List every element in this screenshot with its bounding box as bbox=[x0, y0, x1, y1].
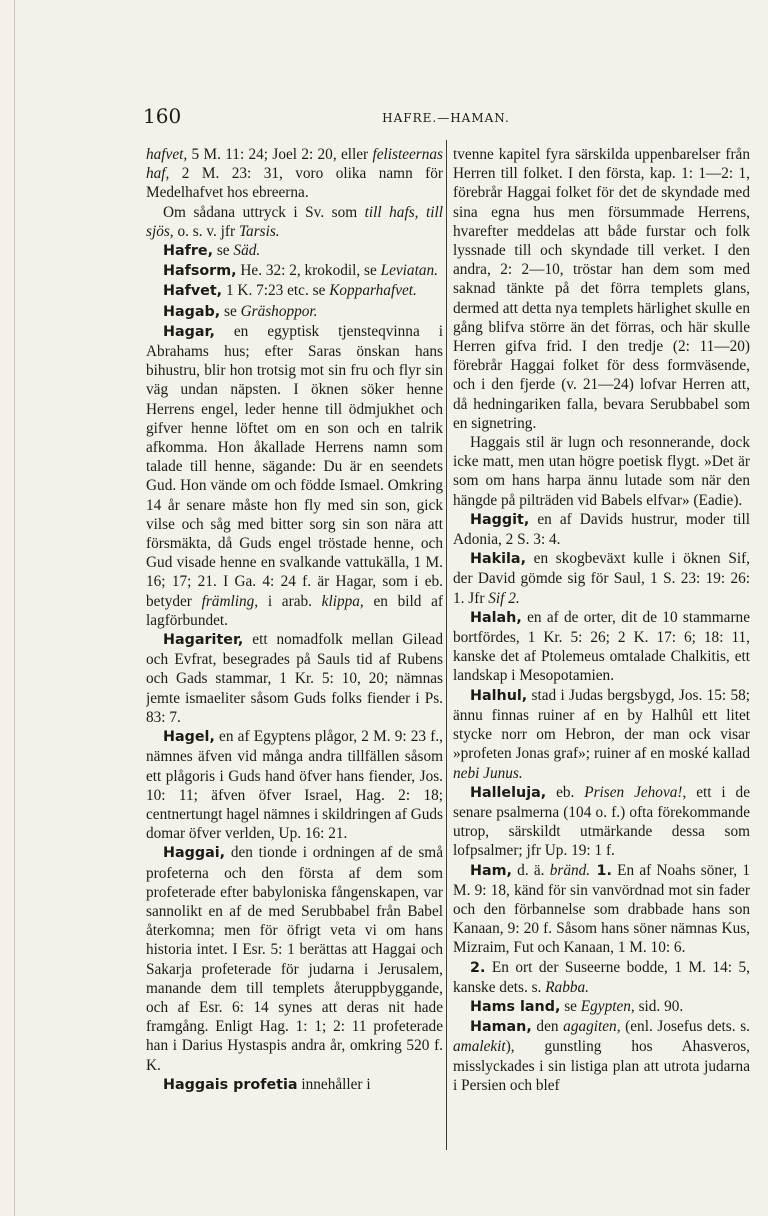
cross-reference: Sif 2. bbox=[488, 589, 520, 607]
entry-haggais-profetia bbox=[146, 1075, 443, 1095]
sense-number: 2. bbox=[470, 959, 486, 976]
entry-hafre bbox=[146, 241, 443, 261]
italic-term: Prisen Jehova! bbox=[584, 783, 683, 801]
entry-ham bbox=[453, 861, 750, 958]
entry-hagar bbox=[146, 322, 443, 630]
entry-text: se bbox=[220, 302, 241, 320]
entry-haggais-stil bbox=[453, 433, 750, 510]
entry-ham-2 bbox=[453, 958, 750, 997]
entry-text: , ett i de senare psalmerna (104 o. f.) ofta förekommande utrop, särskildt utmärkande dessa som lofpsalmer; jfr Up. 19: 1 f. bbox=[453, 783, 750, 860]
column-divider bbox=[446, 140, 447, 1150]
entry-text: se bbox=[213, 242, 234, 260]
entry-text: En ort der Suseerne bodde, 1 M. 14: 5, kanske dets. s. bbox=[453, 958, 750, 996]
entry-text: den bbox=[531, 1018, 564, 1036]
entry-headword: Halah, bbox=[470, 609, 522, 626]
italic-term: agagiten, bbox=[563, 1018, 621, 1036]
entry-hafvet bbox=[146, 281, 443, 301]
entry-hagel bbox=[146, 727, 443, 843]
entry-headword: Haggit, bbox=[470, 511, 530, 528]
entry-halhul bbox=[453, 686, 750, 783]
cross-reference: Tarsis. bbox=[238, 222, 280, 240]
entry-text: ett nomadfolk mellan Gilead och Evfrat, besegrades på Sauls tid af Rubens och Gads stammar, 1 Kr. 5: 10, 20; nämnas jemte ismaeliter såsom Guds folks fiender i Ps. 83: 7. bbox=[146, 631, 443, 726]
italic-term: felisteernas haf, bbox=[146, 146, 443, 183]
italic-term: till hafs, till sjös, bbox=[146, 203, 443, 240]
italic-term: främling, bbox=[201, 592, 259, 610]
entry-text: ), gunstling hos Ahasveros, misslyckades i sin listiga plan att utrota judarna i Persien och blef bbox=[453, 1038, 750, 1094]
entry-text: (enl. Josefus dets. s. bbox=[620, 1018, 750, 1036]
entry-text: Haggais stil är lugn och resonnerande, dock icke matt, men utan högre poetisk flygt. »Det är som om hans harpa ännu lutade som när den hängde på pilträden vid Babels elfvar» (Eadie). bbox=[453, 434, 750, 509]
entry-hagab bbox=[146, 302, 443, 322]
entry-text: en af de orter, dit de 10 stammarne bortfördes, 1 Kr. 5: 26; 2 K. 17: 6; 18: 11, kanske det af Ptolemeus omtalade Chalkitis, ett landskap i Mesopotamien. bbox=[453, 608, 750, 685]
cross-reference: Gräshoppor. bbox=[240, 302, 318, 320]
entry-text: Om sådana uttryck i Sv. som bbox=[163, 203, 365, 221]
entry-text: tvenne kapitel fyra särskilda uppenbarelser från Herren till folket. I den första, kap. 1: 1—2: 1, förebrår Haggai folket för det de skyndade med sina egna hus men försummade Herrens, hvarefter meddelas att både furstar och folk lyssnade till och skyndade till verket. I den andra, 2: 2—10, tröstar han dem som med saknad tänkte på det förra templets glans, dermed att detta nya templets härlighet skulle en gång blifva större än det förras, och här skulle Herren gifva frid. I den tredje (2: 11—20) förebrår Haggai folket för dess formväsende, och i den fjerde (v. 21—24) lofvar Herren att, då hedningariken falla, bevara Serubbabel som en signetring. bbox=[453, 146, 750, 432]
page-edge-line bbox=[14, 0, 15, 1216]
entry-text: en skogbeväxt kulle i öknen Sif, der David gömde sig för Saul, 1 S. 23: 19: 26: 1. Jfr bbox=[453, 550, 750, 607]
entry-hagariter bbox=[146, 630, 443, 727]
left-column bbox=[146, 145, 443, 1155]
entry-headword: Halleluja, bbox=[470, 784, 547, 801]
right-column bbox=[453, 145, 750, 1155]
italic-term: amalekit bbox=[453, 1038, 506, 1056]
entry-halleluja bbox=[453, 783, 750, 861]
entry-text: en bild af lagförbundet. bbox=[146, 592, 443, 629]
entry-text: eb. bbox=[546, 783, 585, 801]
entry-text: en af Davids hustrur, moder till Adonia, 2 S. 3: 4. bbox=[453, 510, 750, 549]
entry-headword: Hafre, bbox=[163, 243, 214, 260]
entry-text: en egyptisk tjensteqvinna i Abrahams hus; efter Saras önskan hans bihustru, blir hon trotsig mot sin fru och flyr sin väg undan näpsten. I öknen söker henne Herrens engel, leder henne till ödmjukhet och gifver henne löftet om en son och en talrik afkomma. Hon åkallade Herrens namn som talade till henne, sägande: Du är en seendets Gud. Hon vände om och födde Ismael. Omkring 14 år senare måste hon fly med sin son, gick vilse och såg med bitter sorg sin son nära att försmäkta, då Guds engel tröstade henne, och Gud visade henne en svalkande vattukälla, 1 M. 16; 17; 21. I Ga. 4: 24 f. är Hagar, som i eb. betyder bbox=[146, 322, 443, 610]
entry-text: d. ä. bbox=[511, 861, 550, 879]
entry-headword: Hafvet, bbox=[163, 283, 223, 300]
entry-text: 5 M. 11: 24; Joel 2: 20, eller bbox=[187, 146, 373, 163]
entry-headword: Hagariter, bbox=[163, 632, 244, 649]
entry-text: en af Egyptens plågor, 2 M. 9: 23 f., nämnes äfven vid många andra tillfällen såsom ett plågoris i Guds hand öfver hans fiender, Jos. 10: 11; äfven öfver Israel, Hag. 2: 18; centnertungt hagel nämnes i skildringen af Guds domar öfver verlden, Up. 16: 21. bbox=[146, 728, 443, 843]
italic-term: bränd. bbox=[549, 861, 591, 879]
entry-text: He. 32: 2, krokodil, se bbox=[236, 262, 381, 280]
entry-headword: Haggai, bbox=[163, 845, 226, 862]
entry-text: stad i Judas bergsbygd, Jos. 15: 58; ännu finnas ruiner af en by Halhûl ett litet stycke norr om Hebron, der man ock visar »profeten Jonas graf»; ruiner af en moské kallad bbox=[453, 686, 750, 763]
italic-term: klippa, bbox=[321, 592, 364, 610]
italic-term: nebi Junus. bbox=[453, 764, 523, 782]
entry-note-tarsis bbox=[146, 203, 443, 241]
entry-haggai bbox=[146, 843, 443, 1074]
entry-headword: Hams land, bbox=[470, 998, 561, 1015]
entry-text: i arab. bbox=[258, 592, 322, 610]
cross-reference: Egypten, bbox=[580, 997, 635, 1015]
sense-number: 1. bbox=[590, 862, 612, 879]
entry-text: En af Noahs söner, 1 M. 9: 18, känd för sin vanvördnad mot sin fader och den förbannelse som drabbade hans son Kanaan, 9: 20 f. Såsom hans söner nämnas Kus, Mizraim, Fut och Kanaan, 1 M. 10: 6. bbox=[453, 861, 750, 957]
entry-text: sid. 90. bbox=[634, 997, 684, 1015]
entry-hams-land bbox=[453, 997, 750, 1017]
entry-haggit bbox=[453, 510, 750, 549]
entry-headword: Ham, bbox=[470, 862, 512, 879]
page-header bbox=[143, 104, 749, 128]
entry-text: se bbox=[560, 997, 581, 1015]
entry-text: den tionde i ordningen af de små profeterna och den första af dem som profeterade efter babyloniska fångenskapen, var sannolikt en af de med Serubbabel från Babel återkomna; men för öfrigt veta vi om hans historia intet. I Esr. 5: 1 berättas att Haggai och Sakarja profeterade för judarna i Jerusalem, manande dem till templets återuppbyggande, och af Esr. 6: 14 synes att deras nit hade framgång. Enligt Hag. 1: 1; 2: 11 profeterade han i Darius Hystaspis andra år, omkring 520 f. K. bbox=[146, 844, 443, 1074]
cross-reference: Kopparhafvet. bbox=[329, 282, 417, 300]
entry-headword: Hagel, bbox=[163, 729, 215, 746]
entry-headword: Hagab, bbox=[163, 303, 221, 320]
entry-headword: Hafsorm, bbox=[163, 263, 237, 280]
entry-text: 2 M. 23: 31, voro olika namn för Medelhafvet hos ebreerna. bbox=[146, 165, 443, 202]
entry-text: innehåller i bbox=[297, 1075, 371, 1093]
running-title: HAFRE.—HAMAN. bbox=[382, 111, 510, 125]
entry-haman bbox=[453, 1017, 750, 1095]
entry-text: o. s. v. jfr bbox=[173, 222, 239, 240]
cross-reference: Rabba. bbox=[545, 978, 589, 996]
entry-headword: Haman, bbox=[470, 1019, 532, 1036]
entry-hakila bbox=[453, 549, 750, 608]
cross-reference: Leviatan. bbox=[380, 262, 438, 280]
entry-headword: Halhul, bbox=[470, 687, 528, 704]
entry-headword: Hagar, bbox=[163, 323, 215, 340]
italic-term: hafvet, bbox=[146, 146, 188, 163]
entry-headword: Hakila, bbox=[470, 551, 527, 568]
entry-text: 1 K. 7:23 etc. se bbox=[222, 282, 330, 300]
entry-haggais-profetia-continuation bbox=[453, 145, 750, 433]
entry-hafsorm bbox=[146, 261, 443, 281]
cross-reference: Säd. bbox=[233, 242, 261, 260]
entry-hafvet-continuation bbox=[146, 145, 443, 203]
entry-halah bbox=[453, 608, 750, 686]
entry-headword: Haggais profetia bbox=[163, 1076, 298, 1093]
page-number: 160 bbox=[143, 104, 182, 128]
